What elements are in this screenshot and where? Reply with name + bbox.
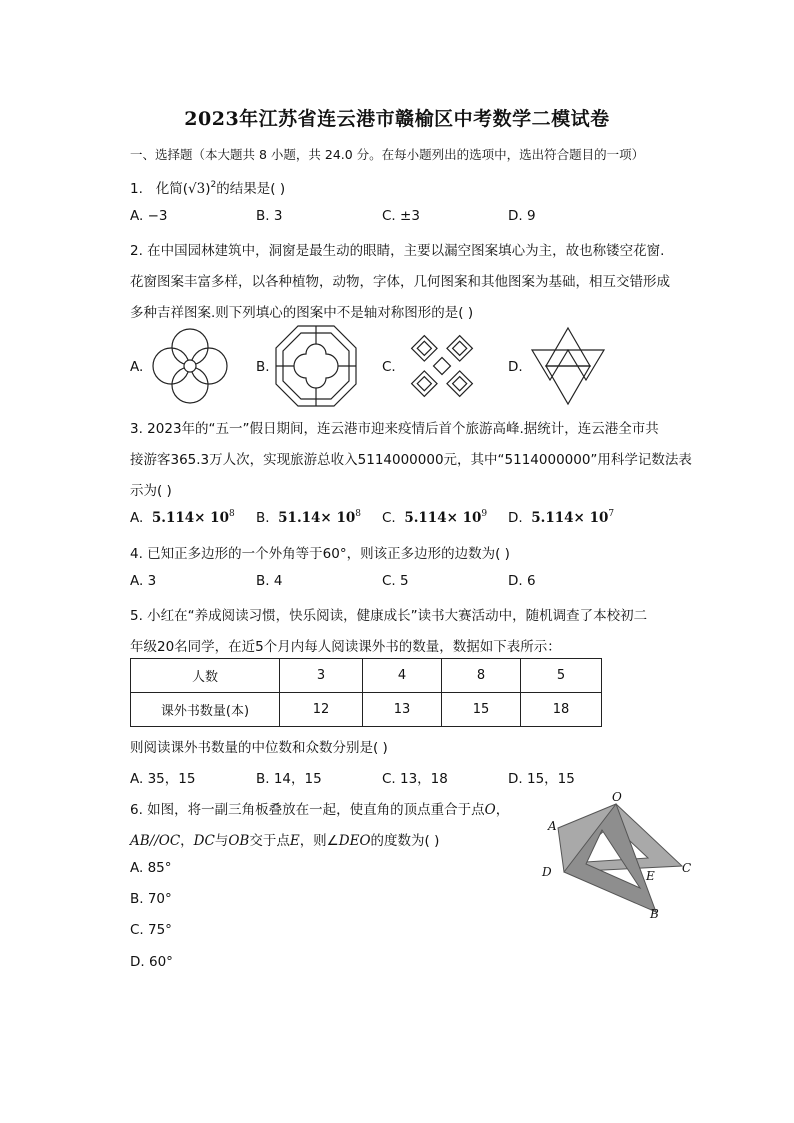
option-d[interactable]: D. 6 <box>508 573 536 589</box>
table-cell: 5 <box>521 659 602 693</box>
question-2-line: 多种吉祥图案.则下列填心的图案中不是轴对称图形的是( ) <box>130 305 474 321</box>
question-6-line: 6. 如图，将一副三角板叠放在一起，使直角的顶点重合于点O， <box>130 802 510 818</box>
table-cell: 3 <box>280 659 363 693</box>
table-cell: 人数 <box>131 659 280 693</box>
radical-expression: √3 <box>188 181 206 197</box>
point-label: B <box>650 907 659 921</box>
section-heading: 一、选择题（本大题共 8 小题，共 24.0 分。在每小题列出的选项中，选出符合题目的一项） <box>130 147 645 162</box>
point-label: D <box>542 865 552 879</box>
diamond-pattern-figure <box>400 324 484 408</box>
option-a[interactable]: A. −3 <box>130 208 168 224</box>
table-cell: 13 <box>363 693 442 727</box>
question-5-line: 年级20名同学，在近5个月内每人阅读课外书的数量，数据如下表所示： <box>130 639 561 655</box>
question-3-line: 接游客365.3万人次，实现旅游总收入5114000000元，其中“5114000000”用科学记数法表 <box>130 452 692 468</box>
table-cell: 12 <box>280 693 363 727</box>
option-a[interactable]: A. 85° <box>130 860 172 876</box>
set-squares-figure <box>536 790 706 930</box>
question-1 <box>130 177 285 197</box>
question-3-line: 3. 2023年的“五一”假日期间，连云港市迎来疫情后首个旅游高峰.据统计，连云港全市共 <box>130 421 659 437</box>
option-b[interactable]: B. 70° <box>130 891 172 907</box>
question-3-line: 示为( ) <box>130 483 172 499</box>
triangles-pattern-figure <box>526 326 610 406</box>
option-c[interactable]: C. <box>382 359 396 375</box>
option-b[interactable]: B. 14，15 <box>256 771 322 787</box>
option-d[interactable]: D. <box>508 359 523 375</box>
option-a[interactable]: A. $5.114\times 10^8$ <box>130 509 235 526</box>
option-c[interactable]: C. $5.114\times 10^9$ <box>382 509 488 526</box>
page-title: 2023年江苏省连云港市赣榆区中考数学二模试卷 <box>184 108 610 130</box>
option-d[interactable]: D. 15，15 <box>508 771 575 787</box>
question-5-line: 5. 小红在“养成阅读习惯，快乐阅读，健康成长”读书大赛活动中，随机调查了本校初二 <box>130 608 648 624</box>
option-d[interactable]: D. 9 <box>508 208 536 224</box>
table-cell: 8 <box>442 659 521 693</box>
question-4-line: 4. 已知正多边形的一个外角等于60°，则该正多边形的边数为( ) <box>130 546 510 562</box>
question-5-line: 则阅读课外书数量的中位数和众数分别是( ) <box>130 740 388 756</box>
point-label: A <box>548 819 557 833</box>
question-number: 1. <box>130 181 143 197</box>
table-cell: 18 <box>521 693 602 727</box>
question-2-line: 2. 在中国园林建筑中，洞窗是最生动的眼睛，主要以漏空图案填心为主，故也称镂空花窗. <box>130 243 665 259</box>
option-c[interactable]: C. 75° <box>130 922 172 938</box>
option-d[interactable]: D. $5.114\times 10^7$ <box>508 509 615 526</box>
data-table <box>130 658 602 727</box>
point-label: O <box>612 790 622 804</box>
question-2-line: 花窗图案丰富多样，以各种植物，动物，字体，几何图案和其他图案为基础，相互交错形成 <box>130 274 670 290</box>
option-a[interactable]: A. <box>130 359 144 375</box>
option-a[interactable]: A. 35，15 <box>130 771 196 787</box>
option-c[interactable]: C. 13，18 <box>382 771 448 787</box>
table-cell: 15 <box>442 693 521 727</box>
option-a[interactable]: A. 3 <box>130 573 157 589</box>
table-row <box>131 693 602 727</box>
table-cell: 4 <box>363 659 442 693</box>
question-text: 化简( <box>155 181 189 197</box>
option-b[interactable]: B. $51.14\times 10^8$ <box>256 509 361 526</box>
question-6-line: AB//OC，DC与OB交于点E，则∠DEO的度数为( ) <box>130 833 440 849</box>
question-text: 的结果是( ) <box>216 181 286 197</box>
question-text: ) <box>205 181 211 197</box>
option-c[interactable]: C. ±3 <box>382 208 420 224</box>
table-row <box>131 659 602 693</box>
table-cell: 课外书数量(本) <box>131 693 280 727</box>
octagon-pattern-figure <box>274 324 358 408</box>
option-c[interactable]: C. 5 <box>382 573 409 589</box>
point-label: C <box>682 861 692 875</box>
option-b[interactable]: B. <box>256 359 270 375</box>
exponent: 2 <box>210 180 217 190</box>
option-b[interactable]: B. 4 <box>256 573 283 589</box>
option-d[interactable]: D. 60° <box>130 954 173 970</box>
point-label: E <box>646 869 655 883</box>
option-b[interactable]: B. 3 <box>256 208 283 224</box>
flower-pattern-figure <box>150 328 230 404</box>
